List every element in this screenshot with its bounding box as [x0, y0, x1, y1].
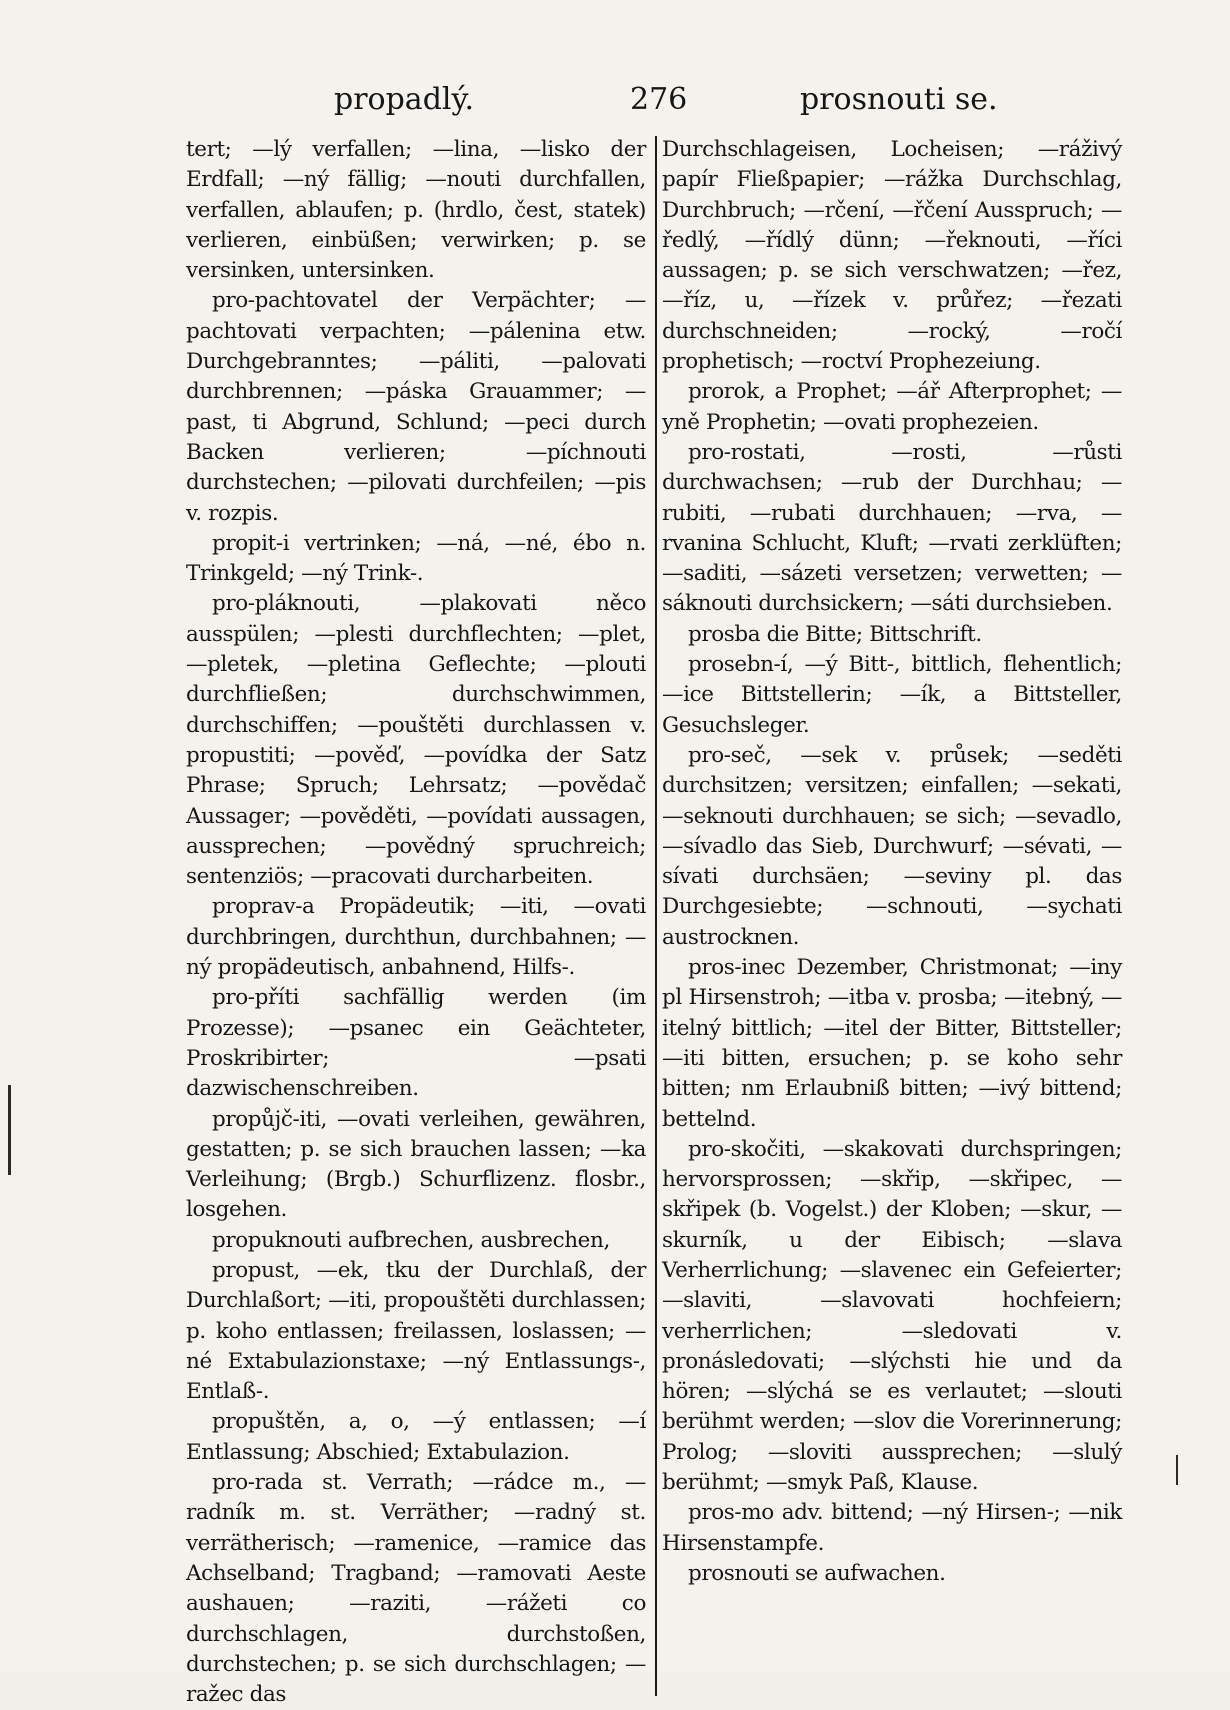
dictionary-entry: tert; —lý verfallen; —lina, —lisko der Erdfall; —ný fällig; —nouti durchfallen, verfallen, ablaufen; p. (hrdlo, čest, statek) verlieren, einbüßen; verwirken; p. se versinken, untersinken.: [186, 137, 646, 284]
dictionary-entry: propust, —ek, tku der Durchlaß, der Durchlaßort; —iti, propouštěti durchlassen; p. koho entlassen; freilassen, loslassen; —né Extabulazionstaxe; —ný Entlassungs-, Entlaß-.: [186, 1257, 646, 1405]
dictionary-entry: pro-skočiti, —skakovati durchspringen; hervorsprossen; —skřip, —skřipec, —skřipek (b. Vogelst.) der Kloben; —skur, —skurník, u der Eibisch; —slava Verherrlichung; —slavenec ein Gefeierter; —slaviti, —slavovati hochfeiern; verherrlichen; —sledovati v. pronásledovati; —slýchsti hie und da hören; —slýchá se es verlautet; —slouti berühmt werden; —slov die Vorerinnerung; Prolog; —sloviti aussprechen; —slulý berühmt; —smyk Paß, Klause.: [662, 1136, 1122, 1496]
dictionary-entry: pro-rada st. Verrath; —rádce m., —radník m. st. Verräther; —radný st. verrätherisch; —ramenice, —ramice das Achselband; Tragband; —ramovati Aeste aushauen; —raziti, —rážeti co durchschlagen, durchstoßen, durchstechen; p. se sich durchschlagen; —ražec das: [186, 1470, 646, 1708]
dictionary-entry: propit-i vertrinken; —ná, —né, ébo n. Trinkgeld; —ný Trink-.: [186, 530, 646, 587]
dictionary-entry: prosebn-í, —ý Bitt-, bittlich, flehentlich; —ice Bittstellerin; —ík, a Bittsteller, Gesuchsleger.: [662, 652, 1122, 738]
dictionary-entry: propůjč-iti, —ovati verleihen, gewähren, gestatten; p. se sich brauchen lassen; —ka Verleihung; (Brgb.) Schurflizenz. flosbr., losgehen.: [186, 1106, 646, 1223]
dictionary-entry: prorok, a Prophet; —ář Afterprophet; —yně Prophetin; —ovati prophezeien.: [662, 379, 1122, 435]
dictionary-entry: propuštěn, a, o, —ý entlassen; —í Entlassung; Abschied; Extabulazion.: [186, 1409, 646, 1465]
page-header: [0, 82, 1230, 128]
page-number: 276: [630, 82, 688, 117]
header-right-word: prosnouti se.: [800, 82, 998, 117]
dictionary-entry: prosnouti se aufwachen.: [688, 1560, 946, 1586]
dictionary-entry: pro-pachtovatel der Verpächter; —pachtovati verpachten; —pálenina etw. Durchgebranntes; —páliti, —palovati durchbrennen; —páska Grauammer; —past, ti Abgrund, Schlund; —peci durch Backen verlieren; —píchnouti durchstechen; —pilovati durchfeilen; —pis v. rozpis.: [186, 288, 646, 526]
dictionary-entry: pro-příti sachfällig werden (im Prozesse); —psanec ein Geächteter, Proskribirter; —psati dazwischenschreiben.: [186, 985, 646, 1102]
right-column: [662, 135, 1122, 1589]
dictionary-entry: Durchschlageisen, Locheisen; —ráživý papír Fließpapier; —rážka Durchschlag, Durchbruch; —rčení, —řčení Ausspruch; —ředlý, —řídlý dünn; —řeknouti, —říci aussagen; p. se sich verschwatzen; —řez, —říz, u, —řízek v. průřez; —řezati durchschneiden; —rocký, —ročí prophetisch; —roctví Prophezeiung.: [662, 137, 1122, 375]
column-divider: [655, 136, 657, 1696]
dictionary-entry: proprav-a Propädeutik; —iti, —ovati durchbringen, durchthun, durchbahnen; —ný propädeutisch, anbahnend, Hilfs-.: [186, 894, 646, 981]
dictionary-entry: propuknouti aufbrechen, ausbrechen,: [212, 1227, 610, 1253]
dictionary-entry: pros-mo adv. bittend; —ný Hirsen-; —nik Hirsenstampfe.: [662, 1500, 1122, 1556]
dictionary-entry: prosba die Bitte; Bittschrift.: [688, 621, 982, 647]
left-column: [186, 135, 646, 1710]
dictionary-entry: pros-inec Dezember, Christmonat; —iny pl Hirsenstroh; —itba v. prosba; —itebný, —itelný bittlich; —itel der Bitter, Bittsteller; —iti bitten, ersuchen; p. se koho sehr bitten; nm Erlaubniß bitten; —ivý bittend; bettelnd.: [662, 955, 1122, 1132]
header-left-word: propadlý.: [334, 82, 474, 117]
dictionary-entry: pro-seč, —sek v. průsek; —seděti durchsitzen; versitzen; einfallen; —sekati, —seknouti durchhauen; se sich; —sevadlo, —sívadlo das Sieb, Durchwurf; —sévati, —sívati durchsäen; —seviny pl. das Durchgesiebte; —schnouti, —sychati austrocknen.: [662, 742, 1122, 950]
dictionary-entry: pro-pláknouti, —plakovati něco ausspülen; —plesti durchflechten; —plet, —pletek, —pletina Geflechte; —plouti durchfließen; durchschwimmen, durchschiffen; —pouštěti durchlassen v. propustiti; —pověď, —povídka der Satz Phrase; Spruch; Lehrsatz; —povědač Aussager; —pověděti, —povídati aussagen, aussprechen; —povědný spruchreich; sentenziös; —pracovati durcharbeiten.: [186, 591, 646, 890]
print-specks: [8, 1085, 11, 1175]
dictionary-entry: pro-rostati, —rosti, —růsti durchwachsen; —rub der Durchhau; —rubiti, —rubati durchhauen; —rva, —rvanina Schlucht, Kluft; —rvati zerklüften; —saditi, —sázeti versetzen; verwetten; —sáknouti durchsickern; —sáti durchsieben.: [662, 439, 1122, 617]
print-specks: [1176, 1455, 1178, 1485]
